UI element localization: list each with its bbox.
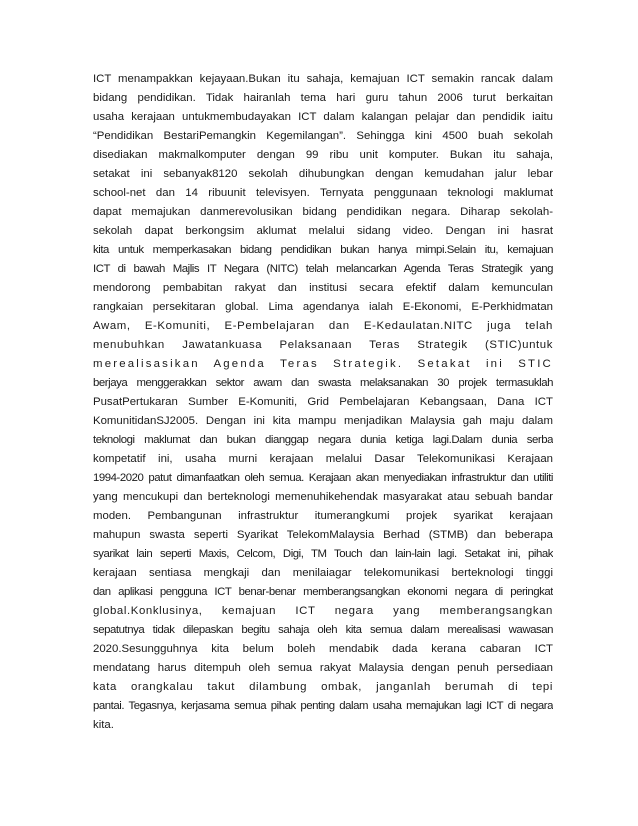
text-line: berjaya menggerakkan sektor awam dan swasta melaksanakan 30 projek termasuklah <box>93 377 553 389</box>
text-line: KomunitidanSJ2005. Dengan ini kita mampu menjadikan Malaysia gah maju dalam <box>93 415 553 427</box>
text-line: “Pendidikan BestariPemangkin Kegemilangan”. Sehingga kini 4500 buah sekolah <box>93 130 553 142</box>
text-line: kompetatif ini, usaha murni kerajaan melalui Dasar Telekomunikasi Kerajaan <box>93 453 553 465</box>
essay-paragraph <box>93 70 553 735</box>
text-line: menubuhkan Jawatankuasa Pelaksanaan Teras Strategik (STIC)untuk <box>93 339 553 351</box>
text-line: 2020.Sesungguhnya kita belum boleh mendabik dada kerana cabaran ICT <box>93 643 553 655</box>
text-line: merealisasikan Agenda Teras Strategik. Setakat ini STIC <box>93 358 553 370</box>
text-line: ICT menampakkan kejayaan.Bukan itu sahaja, kemajuan ICT semakin rancak dalam <box>93 73 553 85</box>
text-line: pantai. Tegasnya, kerjasama semua pihak penting dalam usaha memajukan lagi ICT di negara <box>93 700 553 712</box>
text-line: bidang pendidikan. Tidak hairanlah tema hari guru tahun 2006 turut berkaitan <box>93 92 553 104</box>
text-line: kerajaan sentiasa mengkaji dan menilaiagar telekomunikasi berteknologi tinggi <box>93 567 553 579</box>
text-line: setakat ini sebanyak8120 sekolah dihubungkan dengan kemudahan jalur lebar <box>93 168 553 180</box>
text-line: kata orangkalau takut dilambung ombak, janganlah berumah di tepi <box>93 681 553 693</box>
text-line: usaha kerajaan untukmembudayakan ICT dalam kalangan pelajar dan pendidik iaitu <box>93 111 553 123</box>
text-line: yang mencukupi dan berteknologi memenuhikehendak masyarakat atau sebuah bandar <box>93 491 553 503</box>
text-line: mendatang harus ditempuh oleh semua rakyat Malaysia dengan penuh persediaan <box>93 662 553 674</box>
text-line: moden. Pembangunan infrastruktur itumerangkumi projek syarikat kerajaan <box>93 510 553 522</box>
text-line: teknologi maklumat dan bukan dianggap negara dunia ketiga lagi.Dalam dunia serba <box>93 434 553 446</box>
text-line: sekolah dapat berkongsim aklumat melalui sidang video. Dengan ini hasrat <box>93 225 553 237</box>
text-line: PusatPertukaran Sumber E-Komuniti, Grid Pembelajaran Kebangsaan, Dana ICT <box>93 396 553 408</box>
text-line: syarikat lain seperti Maxis, Celcom, Digi, TM Touch dan lain-lain lagi. Setakat ini, pihak <box>93 548 553 560</box>
text-line: sepatutnya tidak dilepaskan begitu sahaja oleh kita semua dalam merealisasi wawasan <box>93 624 553 636</box>
text-line: rangkaian persekitaran global. Lima agendanya ialah E-Ekonomi, E-Perkhidmatan <box>93 301 553 313</box>
text-line: school-net dan 14 ribuunit televisyen. Ternyata penggunaan teknologi maklumat <box>93 187 553 199</box>
text-line: dan aplikasi pengguna ICT benar-benar memberangsangkan ekonomi negara di peringkat <box>93 586 553 598</box>
text-line: global.Konklusinya, kemajuan ICT negara yang memberangsangkan <box>93 605 553 617</box>
text-line: disediakan makmalkomputer dengan 99 ribu unit komputer. Bukan itu sahaja, <box>93 149 553 161</box>
text-line: 1994-2020 patut dimanfaatkan oleh semua. Kerajaan akan menyediakan infrastruktur dan utiliti <box>93 472 553 484</box>
text-line: mendorong pembabitan rakyat dan institusi secara efektif dalam kemunculan <box>93 282 553 294</box>
text-line: mahupun swasta seperti Syarikat TelekomMalaysia Berhad (STMB) dan beberapa <box>93 529 553 541</box>
text-line: ICT di bawah Majlis IT Negara (NITC) telah melancarkan Agenda Teras Strategik yang <box>93 263 553 275</box>
text-line: kita. <box>93 719 114 731</box>
text-line: Awam, E-Komuniti, E-Pembelajaran dan E-Kedaulatan.NITC juga telah <box>93 320 553 332</box>
text-line: kita untuk memperkasakan bidang pendidikan bukan hanya mimpi.Selain itu, kemajuan <box>93 244 553 256</box>
text-line: dapat memajukan danmerevolusikan bidang pendidikan negara. Diharap sekolah- <box>93 206 553 218</box>
